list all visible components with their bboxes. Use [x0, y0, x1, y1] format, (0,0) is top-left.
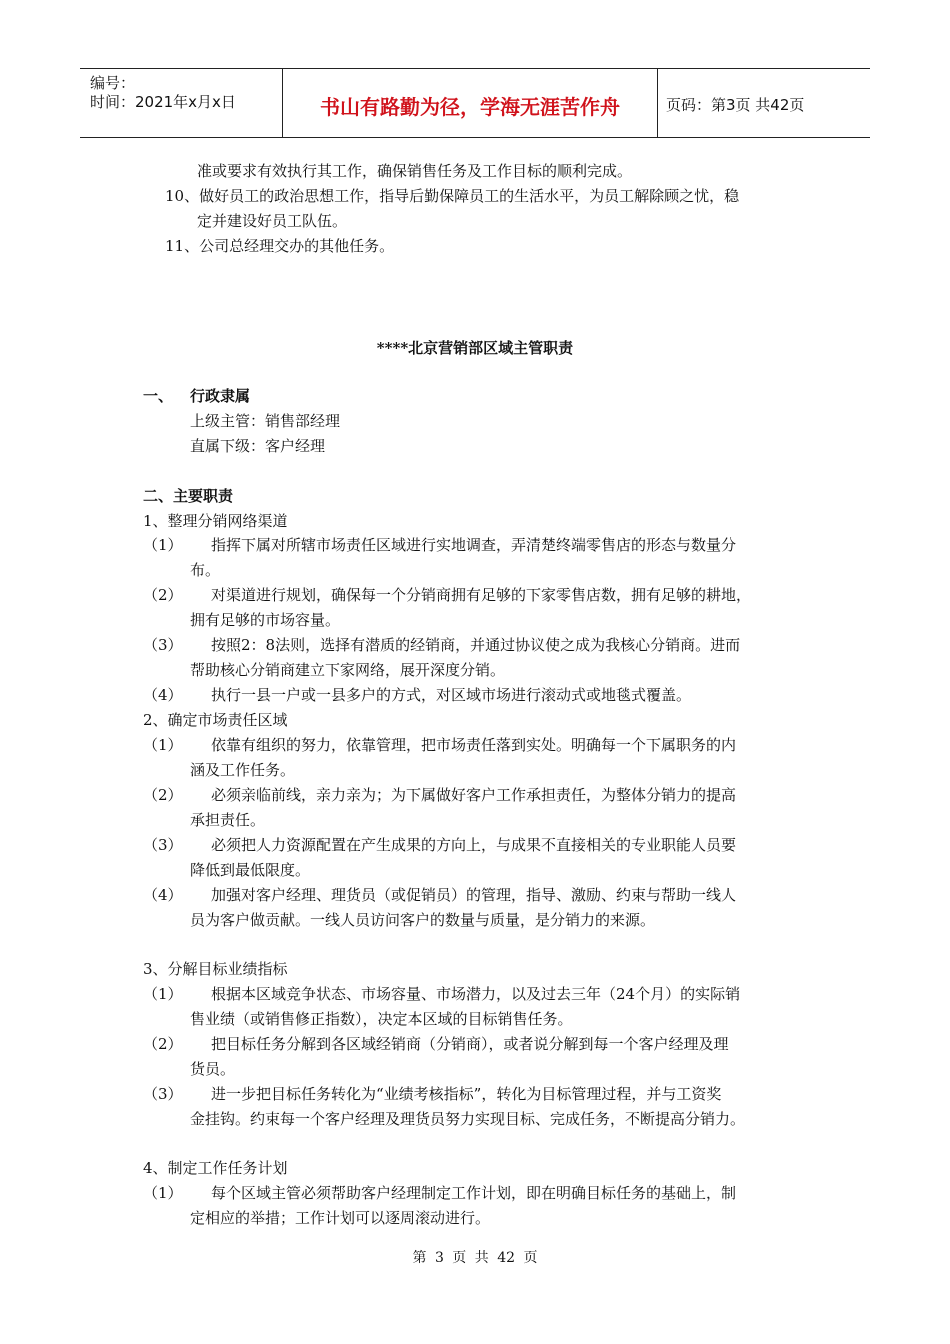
item-number: （2）	[143, 786, 183, 804]
superior-line: 上级主管：销售部经理	[190, 412, 341, 430]
header-motto-cell	[283, 69, 658, 137]
subsection-3-title: 3、分解目标业绩指标	[143, 960, 288, 978]
page-label: 页码：第3页 共42页	[666, 96, 805, 114]
time-label: 时间：2021年x月x日	[90, 93, 236, 111]
motto: 书山有路勤为径，学海无涯苦作舟	[320, 95, 620, 119]
subsection-2-title: 2、确定市场责任区域	[143, 711, 288, 729]
item-text: 把目标任务分解到各区域经销商（分销商），或者说分解到每一个客户经理及理	[211, 1035, 729, 1053]
item-number: （3）	[143, 1085, 183, 1103]
item-text: 进一步把目标任务转化为“业绩考核指标”，转化为目标管理过程，并与工资奖	[211, 1085, 722, 1103]
item-number: （2）	[143, 586, 183, 604]
item-text-cont: 帮助核心分销商建立下家网络，展开深度分销。	[190, 661, 506, 679]
subsection-4-title: 4、制定工作任务计划	[143, 1159, 288, 1177]
item-text: 按照2：8法则，选择有潜质的经销商，并通过协议使之成为我核心分销商。进而	[211, 636, 741, 654]
section-2-heading: 二、主要职责	[143, 487, 234, 505]
item-text: 每个区域主管必须帮助客户经理制定工作计划，即在明确目标任务的基础上，制	[211, 1184, 737, 1202]
item-text: 必须把人力资源配置在产生成果的方向上，与成果不直接相关的专业职能人员要	[211, 836, 737, 854]
section-1-heading: 行政隶属	[190, 387, 251, 405]
header-page-cell	[658, 69, 870, 137]
subsection-1-title: 1、整理分销网络渠道	[143, 512, 288, 530]
section-1-number: 一、	[143, 387, 174, 405]
item-text: 必须亲临前线，亲力亲为；为下属做好客户工作承担责任，为整体分销力的提高	[211, 786, 737, 804]
page-footer: 第 3 页 共 42 页	[412, 1250, 538, 1266]
page-header	[80, 68, 870, 138]
item-text-cont: 定相应的举措；工作计划可以逐周滚动进行。	[190, 1209, 491, 1227]
item-text-cont: 拥有足够的市场容量。	[190, 611, 341, 629]
list-item-11: 11、公司总经理交办的其他任务。	[165, 237, 395, 255]
list-item-10-cont: 定并建设好员工队伍。	[197, 212, 348, 230]
item-number: （1）	[143, 985, 183, 1003]
item-text: 加强对客户经理、理货员（或促销员）的管理，指导、激励、约束与帮助一线人	[211, 886, 737, 904]
number-label: 编号：	[90, 74, 136, 92]
item-text-cont: 金挂钩。约束每一个客户经理及理货员努力实现目标、完成任务，不断提高分销力。	[190, 1110, 746, 1128]
item-text-cont: 布。	[190, 561, 221, 579]
subordinate-line: 直属下级：客户经理	[190, 437, 326, 455]
header-meta-cell	[80, 69, 283, 137]
item-number: （1）	[143, 536, 183, 554]
item-number: （1）	[143, 1184, 183, 1202]
item-text-cont: 售业绩（或销售修正指数），决定本区域的目标销售任务。	[190, 1010, 573, 1028]
item-number: （2）	[143, 1035, 183, 1053]
item-number: （3）	[143, 636, 183, 654]
item-text: 执行一县一户或一县多户的方式，对区域市场进行滚动式或地毯式覆盖。	[211, 686, 692, 704]
item-text-cont: 涵及工作任务。	[190, 761, 296, 779]
item-text: 根据本区域竞争状态、市场容量、市场潜力，以及过去三年（24个月）的实际销	[211, 985, 741, 1003]
item-text: 对渠道进行规划，确保每一个分销商拥有足够的下家零售店数，拥有足够的耕地，	[211, 586, 752, 604]
item-number: （1）	[143, 736, 183, 754]
item-text: 依靠有组织的努力，依靠管理，把市场责任落到实处。明确每一个下属职务的内	[211, 736, 737, 754]
item-text-cont: 货员。	[190, 1060, 236, 1078]
document-title: ****北京营销部区域主管职责	[376, 339, 574, 357]
item-text-cont: 承担责任。	[190, 811, 266, 829]
item-text: 指挥下属对所辖市场责任区域进行实地调查，弄清楚终端零售店的形态与数量分	[211, 536, 737, 554]
item-number: （3）	[143, 836, 183, 854]
item-number: （4）	[143, 886, 183, 904]
item-number: （4）	[143, 686, 183, 704]
paragraph-line: 准或要求有效执行其工作，确保销售任务及工作目标的顺利完成。	[197, 162, 633, 180]
item-text-cont: 降低到最低限度。	[190, 861, 311, 879]
list-item-10: 10、做好员工的政治思想工作，指导后勤保障员工的生活水平，为员工解除顾之忧，稳	[165, 187, 740, 205]
item-text-cont: 员为客户做贡献。一线人员访问客户的数量与质量，是分销力的来源。	[190, 911, 656, 929]
